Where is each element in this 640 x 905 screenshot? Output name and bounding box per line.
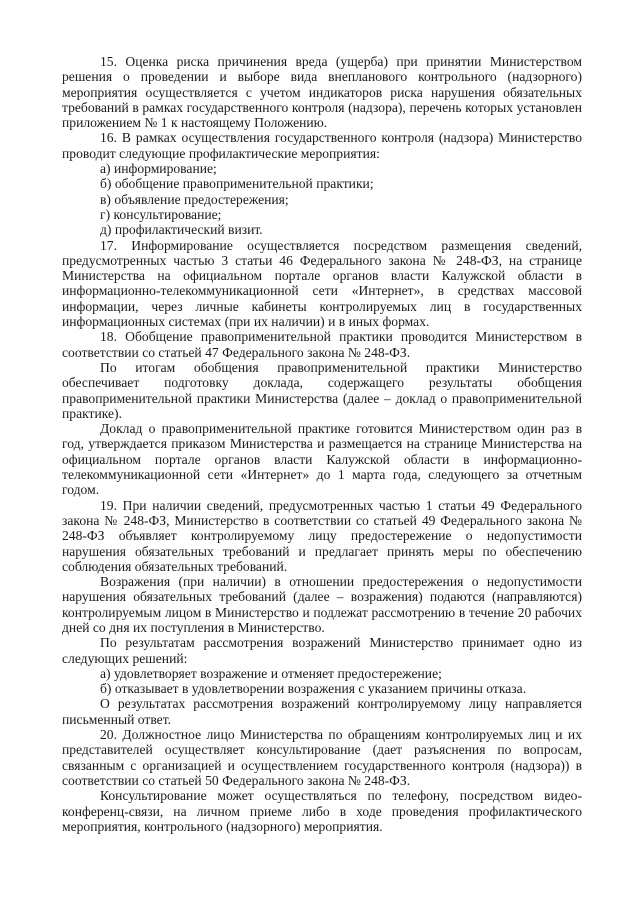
paragraph-19: 19. При наличии сведений, предусмотренных частью 1 статьи 49 Федерального закона № 248-ФЗ, Министерство в соответствии со статьей 49 Федерального закона № 248-ФЗ объявляет контролируемому лицу предостережение о недопустимости нарушения обязательных требований и предлагает принять меры по обеспечению соблюдения обязательных требований. bbox=[62, 497, 582, 574]
paragraph-15: 15. Оценка риска причинения вреда (ущерба) при принятии Министерством решения о проведении и выборе вида внепланового контрольного (надзорного) мероприятия осуществляется с учетом индикаторов риска нарушения обязательных требований в рамках государственного контроля (надзора), перечень которых установлен приложением № 1 к настоящему Положению. bbox=[62, 54, 582, 131]
paragraph-objections: Возражения (при наличии) в отношении предостережения о недопустимости нарушения обязательных требований (далее – возражения) подаются (направляются) контролируемым лицом в Министерство и подлежат рассмотрению в течение 20 рабочих дней со дня их поступления в Министерство. bbox=[62, 574, 582, 635]
paragraph-17: 17. Информирование осуществляется посредством размещения сведений, предусмотренных частью 3 статьи 46 Федерального закона № 248-ФЗ, на странице Министерства на официальном портале органов власти Калужской области в информационно-телекоммуникационной сети «Интернет», в средствах массовой информации, через личные кабинеты контролируемых лиц в государственных информационных системах (при их наличии) и в иных формах. bbox=[62, 237, 582, 330]
paragraph-report-annual: Доклад о правоприменительной практике готовится Министерством один раз в год, утверждается приказом Министерства и размещается на странице Министерства на официальном портале органов власти Калужской области в информационно-телекоммуникационной сети «Интернет» до 1 марта года, следующего за отчетным годом. bbox=[62, 421, 582, 498]
list-item-prevention-visit: д) профилактический визит. bbox=[100, 222, 263, 238]
list-item-warning: в) объявление предостережения; bbox=[100, 191, 289, 207]
paragraph-written-answer: О результатах рассмотрения возражений контролируемому лицу направляется письменный ответ. bbox=[62, 696, 582, 727]
paragraph-report-preparation: По итогам обобщения правоприменительной практики Министерство обеспечивает подготовку доклада, содержащего результаты обобщения правоприменительной практики Министерства (далее – доклад о правоприменительной практике). bbox=[62, 359, 582, 421]
list-item-informing: а) информирование; bbox=[100, 161, 217, 177]
paragraph-20: 20. Должностное лицо Министерства по обращениям контролируемых лиц и их представителей осуществляет консультирование (дает разъяснения по вопросам, связанным с организацией и осуществлением государственного контроля (надзора)) в соответствии со статьей 50 Федерального закона № 248-ФЗ. bbox=[62, 727, 582, 788]
document-body bbox=[62, 54, 582, 834]
list-item-generalization: б) обобщение правоприменительной практики; bbox=[100, 176, 374, 192]
list-item-satisfy-objection: а) удовлетворяет возражение и отменяет предостережение; bbox=[100, 665, 442, 681]
paragraph-consulting-methods: Консультирование может осуществляться по телефону, посредством видео-конференц-связи, на личном приеме либо в ходе проведения профилактического мероприятия, контрольного (надзорного) мероприятия. bbox=[62, 788, 582, 834]
paragraph-18: 18. Обобщение правоприменительной практики проводится Министерством в соответствии со статьей 47 Федерального закона № 248-ФЗ. bbox=[62, 329, 582, 360]
paragraph-objection-results: По результатам рассмотрения возражений Министерство принимает одно из следующих решений: bbox=[62, 635, 582, 666]
paragraph-16: 16. В рамках осуществления государственного контроля (надзора) Министерство проводит следующие профилактические мероприятия: bbox=[62, 130, 582, 161]
list-item-refuse-objection: б) отказывает в удовлетворении возражения с указанием причины отказа. bbox=[100, 681, 527, 697]
list-item-consulting: г) консультирование; bbox=[100, 206, 222, 222]
